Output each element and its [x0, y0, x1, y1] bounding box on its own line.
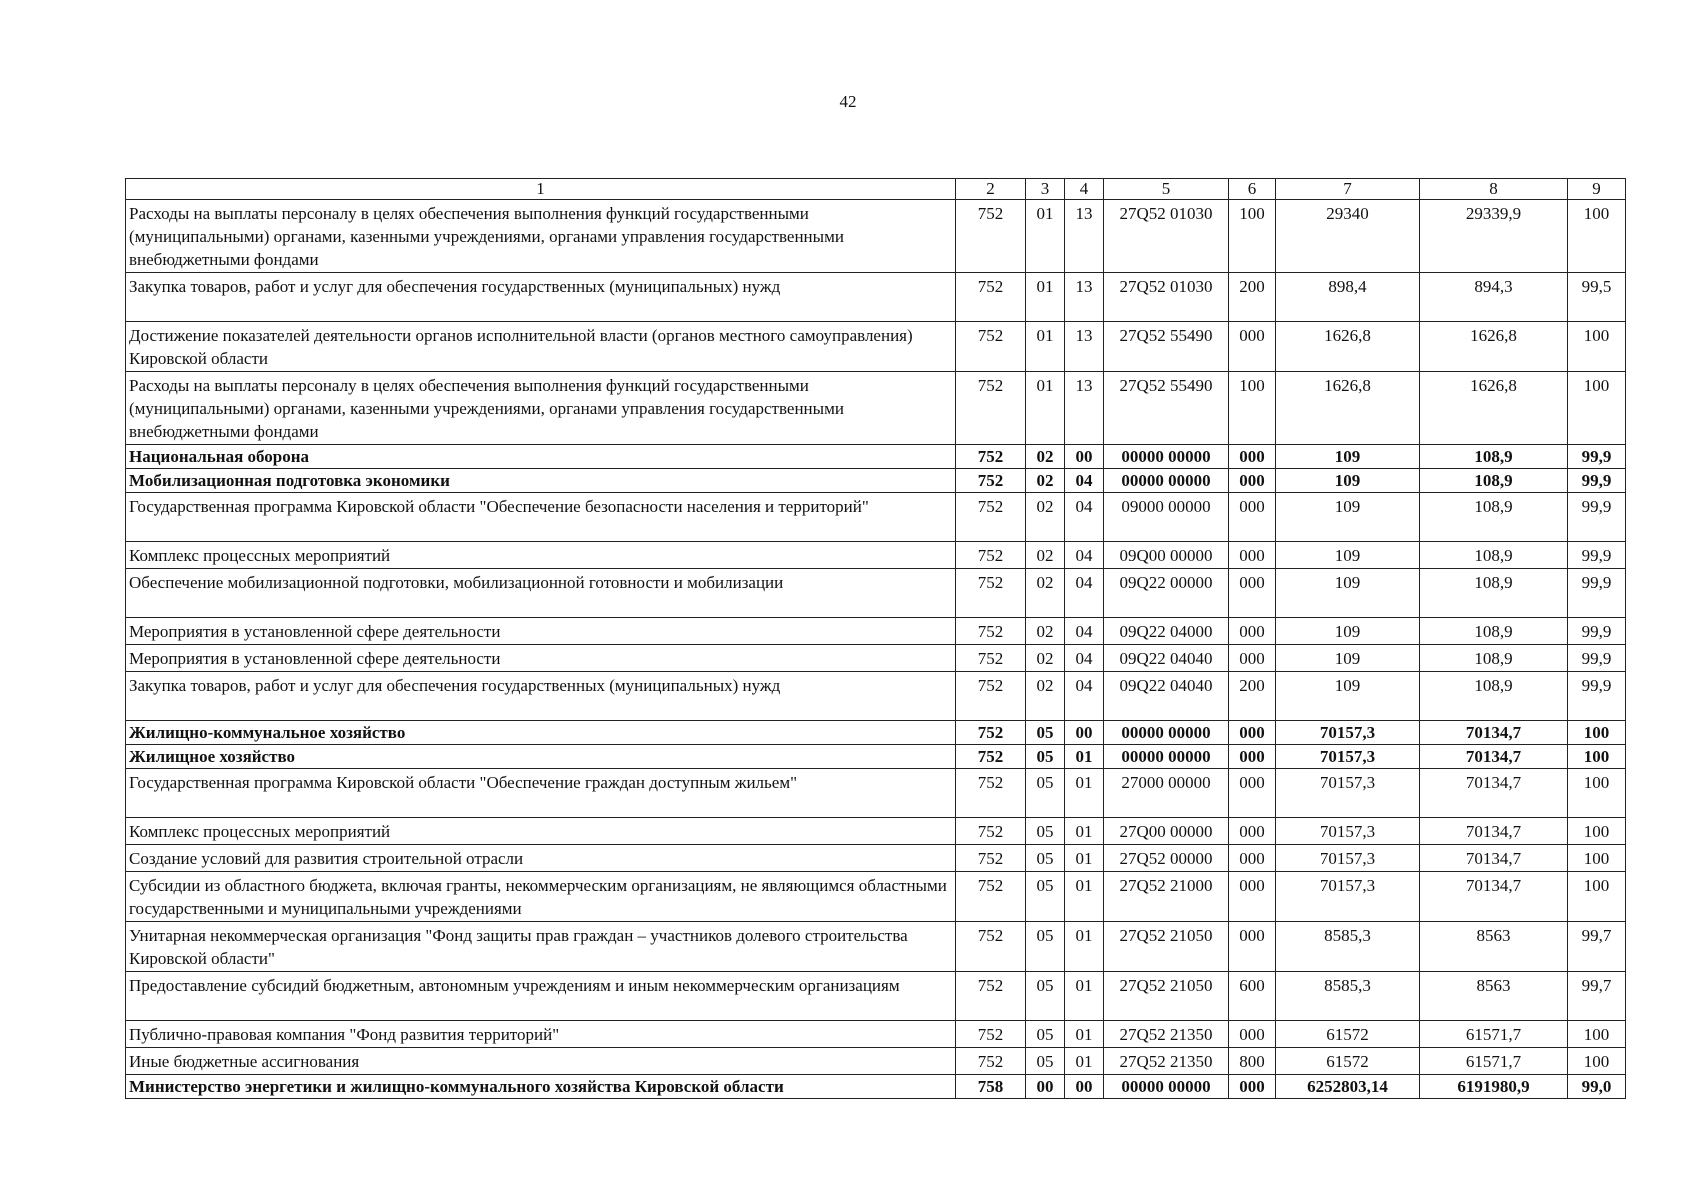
- cell-description: Предоставление субсидий бюджетным, автономным учреждениям и иным некоммерческим организациям: [126, 972, 956, 1021]
- cell-description: Иные бюджетные ассигнования: [126, 1048, 956, 1075]
- cell-admin-code: 752: [956, 769, 1026, 818]
- cell-subsection: 01: [1065, 972, 1104, 1021]
- cell-expense-type: 000: [1229, 745, 1276, 769]
- cell-plan: 109: [1276, 672, 1420, 721]
- cell-section: 02: [1026, 493, 1065, 542]
- cell-description: Унитарная некоммерческая организация "Фонд защиты прав граждан – участников долевого строительства Кировской области": [126, 922, 956, 972]
- cell-percent: 100: [1568, 721, 1626, 745]
- table-row: [126, 445, 1626, 469]
- cell-description: Жилищно-коммунальное хозяйство: [126, 721, 956, 745]
- cell-actual: 70134,7: [1420, 721, 1568, 745]
- cell-expense-type: 800: [1229, 1048, 1276, 1075]
- cell-plan: 898,4: [1276, 273, 1420, 322]
- cell-actual: 108,9: [1420, 645, 1568, 672]
- cell-actual: 894,3: [1420, 273, 1568, 322]
- cell-plan: 1626,8: [1276, 322, 1420, 372]
- cell-target-article: 09Q22 04040: [1104, 645, 1229, 672]
- cell-description: Обеспечение мобилизационной подготовки, мобилизационной готовности и мобилизации: [126, 569, 956, 618]
- cell-target-article: 27Q52 21050: [1104, 922, 1229, 972]
- cell-plan: 70157,3: [1276, 845, 1420, 872]
- cell-expense-type: 100: [1229, 200, 1276, 273]
- cell-percent: 100: [1568, 1021, 1626, 1048]
- cell-target-article: 27Q52 55490: [1104, 372, 1229, 445]
- cell-description: Расходы на выплаты персоналу в целях обеспечения выполнения функций государственными (муниципальными) органами, казенными учреждениями, органами управления государственными внебюджетными фондами: [126, 200, 956, 273]
- cell-admin-code: 752: [956, 1021, 1026, 1048]
- cell-actual: 70134,7: [1420, 845, 1568, 872]
- cell-expense-type: 000: [1229, 493, 1276, 542]
- cell-section: 05: [1026, 845, 1065, 872]
- cell-plan: 109: [1276, 618, 1420, 645]
- cell-percent: 99,9: [1568, 672, 1626, 721]
- cell-section: 02: [1026, 672, 1065, 721]
- cell-percent: 99,9: [1568, 445, 1626, 469]
- cell-percent: 100: [1568, 322, 1626, 372]
- cell-description: Комплекс процессных мероприятий: [126, 542, 956, 569]
- cell-section: 02: [1026, 569, 1065, 618]
- cell-target-article: 09Q22 04040: [1104, 672, 1229, 721]
- cell-expense-type: 000: [1229, 721, 1276, 745]
- table-row: [126, 1021, 1626, 1048]
- cell-subsection: 13: [1065, 322, 1104, 372]
- cell-admin-code: 752: [956, 845, 1026, 872]
- cell-plan: 29340: [1276, 200, 1420, 273]
- cell-percent: 99,7: [1568, 972, 1626, 1021]
- cell-plan: 70157,3: [1276, 872, 1420, 922]
- cell-subsection: 00: [1065, 1075, 1104, 1099]
- cell-plan: 109: [1276, 542, 1420, 569]
- cell-admin-code: 752: [956, 972, 1026, 1021]
- cell-expense-type: 000: [1229, 645, 1276, 672]
- cell-subsection: 01: [1065, 769, 1104, 818]
- cell-section: 01: [1026, 322, 1065, 372]
- table-row: [126, 672, 1626, 721]
- cell-admin-code: 752: [956, 922, 1026, 972]
- cell-admin-code: 752: [956, 322, 1026, 372]
- column-header: 2: [956, 179, 1026, 200]
- cell-description: Закупка товаров, работ и услуг для обеспечения государственных (муниципальных) нужд: [126, 672, 956, 721]
- cell-target-article: 00000 00000: [1104, 1075, 1229, 1099]
- table-row: [126, 569, 1626, 618]
- cell-admin-code: 752: [956, 372, 1026, 445]
- cell-description: Мероприятия в установленной сфере деятельности: [126, 645, 956, 672]
- cell-expense-type: 000: [1229, 542, 1276, 569]
- cell-plan: 109: [1276, 569, 1420, 618]
- cell-actual: 108,9: [1420, 445, 1568, 469]
- cell-expense-type: 000: [1229, 922, 1276, 972]
- cell-plan: 109: [1276, 645, 1420, 672]
- cell-actual: 70134,7: [1420, 872, 1568, 922]
- cell-plan: 70157,3: [1276, 818, 1420, 845]
- cell-section: 02: [1026, 618, 1065, 645]
- column-header: 1: [126, 179, 956, 200]
- cell-description: Государственная программа Кировской области "Обеспечение безопасности населения и территорий": [126, 493, 956, 542]
- column-header: 9: [1568, 179, 1626, 200]
- cell-subsection: 13: [1065, 273, 1104, 322]
- cell-subsection: 13: [1065, 372, 1104, 445]
- page-number: 42: [839, 92, 857, 111]
- cell-target-article: 27Q52 01030: [1104, 273, 1229, 322]
- cell-plan: 61572: [1276, 1048, 1420, 1075]
- cell-section: 02: [1026, 542, 1065, 569]
- table-row: [126, 542, 1626, 569]
- cell-percent: 99,9: [1568, 542, 1626, 569]
- cell-percent: 100: [1568, 372, 1626, 445]
- cell-plan: 109: [1276, 445, 1420, 469]
- cell-admin-code: 752: [956, 200, 1026, 273]
- cell-percent: 100: [1568, 745, 1626, 769]
- cell-description: Государственная программа Кировской области "Обеспечение граждан доступным жильем": [126, 769, 956, 818]
- cell-section: 05: [1026, 1021, 1065, 1048]
- table-row: [126, 922, 1626, 972]
- cell-actual: 8563: [1420, 922, 1568, 972]
- cell-description: Создание условий для развития строительной отрасли: [126, 845, 956, 872]
- cell-subsection: 01: [1065, 1048, 1104, 1075]
- cell-description: Публично-правовая компания "Фонд развития территорий": [126, 1021, 956, 1048]
- cell-subsection: 13: [1065, 200, 1104, 273]
- cell-description: Мероприятия в установленной сфере деятельности: [126, 618, 956, 645]
- column-header: 5: [1104, 179, 1229, 200]
- cell-section: 01: [1026, 273, 1065, 322]
- cell-target-article: 27Q52 55490: [1104, 322, 1229, 372]
- cell-description: Министерство энергетики и жилищно-коммунального хозяйства Кировской области: [126, 1075, 956, 1099]
- cell-description: Расходы на выплаты персоналу в целях обеспечения выполнения функций государственными (муниципальными) органами, казенными учреждениями, органами управления государственными внебюджетными фондами: [126, 372, 956, 445]
- table-row: [126, 618, 1626, 645]
- cell-expense-type: 600: [1229, 972, 1276, 1021]
- table-row: [126, 322, 1626, 372]
- cell-expense-type: 000: [1229, 1075, 1276, 1099]
- cell-percent: 100: [1568, 818, 1626, 845]
- cell-subsection: 01: [1065, 745, 1104, 769]
- cell-actual: 108,9: [1420, 569, 1568, 618]
- table-row: [126, 1075, 1626, 1099]
- table-row: [126, 845, 1626, 872]
- table-row: [126, 745, 1626, 769]
- column-header: 7: [1276, 179, 1420, 200]
- cell-expense-type: 000: [1229, 469, 1276, 493]
- cell-subsection: 04: [1065, 542, 1104, 569]
- cell-target-article: 27Q52 01030: [1104, 200, 1229, 273]
- cell-actual: 61571,7: [1420, 1048, 1568, 1075]
- cell-subsection: 04: [1065, 672, 1104, 721]
- table-row: [126, 469, 1626, 493]
- cell-section: 00: [1026, 1075, 1065, 1099]
- cell-plan: 109: [1276, 493, 1420, 542]
- cell-percent: 99,9: [1568, 618, 1626, 645]
- cell-subsection: 04: [1065, 493, 1104, 542]
- cell-subsection: 04: [1065, 618, 1104, 645]
- cell-section: 01: [1026, 372, 1065, 445]
- cell-admin-code: 752: [956, 493, 1026, 542]
- cell-section: 05: [1026, 922, 1065, 972]
- cell-expense-type: 000: [1229, 322, 1276, 372]
- cell-description: Жилищное хозяйство: [126, 745, 956, 769]
- cell-description: Комплекс процессных мероприятий: [126, 818, 956, 845]
- cell-actual: 8563: [1420, 972, 1568, 1021]
- cell-subsection: 04: [1065, 645, 1104, 672]
- column-header: 8: [1420, 179, 1568, 200]
- cell-admin-code: 752: [956, 445, 1026, 469]
- cell-expense-type: 100: [1229, 372, 1276, 445]
- cell-actual: 61571,7: [1420, 1021, 1568, 1048]
- cell-percent: 99,7: [1568, 922, 1626, 972]
- table-body: [126, 179, 1626, 1099]
- cell-description: Достижение показателей деятельности органов исполнительной власти (органов местного самоуправления) Кировской области: [126, 322, 956, 372]
- cell-section: 02: [1026, 469, 1065, 493]
- cell-subsection: 01: [1065, 845, 1104, 872]
- cell-admin-code: 752: [956, 569, 1026, 618]
- cell-target-article: 09Q22 00000: [1104, 569, 1229, 618]
- cell-plan: 61572: [1276, 1021, 1420, 1048]
- cell-target-article: 27Q52 21050: [1104, 972, 1229, 1021]
- cell-actual: 108,9: [1420, 618, 1568, 645]
- cell-actual: 108,9: [1420, 542, 1568, 569]
- cell-target-article: 09000 00000: [1104, 493, 1229, 542]
- column-header: 4: [1065, 179, 1104, 200]
- cell-actual: 108,9: [1420, 672, 1568, 721]
- cell-target-article: 09Q00 00000: [1104, 542, 1229, 569]
- cell-expense-type: 200: [1229, 672, 1276, 721]
- cell-expense-type: 000: [1229, 618, 1276, 645]
- cell-plan: 70157,3: [1276, 745, 1420, 769]
- table-row: [126, 721, 1626, 745]
- cell-percent: 99,9: [1568, 645, 1626, 672]
- cell-admin-code: 752: [956, 721, 1026, 745]
- cell-percent: 99,5: [1568, 273, 1626, 322]
- cell-percent: 100: [1568, 845, 1626, 872]
- cell-subsection: 04: [1065, 469, 1104, 493]
- table-row: [126, 769, 1626, 818]
- cell-percent: 100: [1568, 872, 1626, 922]
- cell-section: 02: [1026, 445, 1065, 469]
- cell-target-article: 27Q52 21000: [1104, 872, 1229, 922]
- cell-actual: 6191980,9: [1420, 1075, 1568, 1099]
- cell-admin-code: 752: [956, 672, 1026, 721]
- cell-expense-type: 000: [1229, 845, 1276, 872]
- cell-target-article: 00000 00000: [1104, 721, 1229, 745]
- cell-section: 05: [1026, 1048, 1065, 1075]
- cell-expense-type: 000: [1229, 769, 1276, 818]
- cell-percent: 99,0: [1568, 1075, 1626, 1099]
- cell-target-article: 27Q52 21350: [1104, 1048, 1229, 1075]
- cell-expense-type: 000: [1229, 569, 1276, 618]
- cell-actual: 70134,7: [1420, 769, 1568, 818]
- cell-description: Мобилизационная подготовка экономики: [126, 469, 956, 493]
- cell-percent: 100: [1568, 769, 1626, 818]
- cell-section: 05: [1026, 769, 1065, 818]
- cell-actual: 1626,8: [1420, 322, 1568, 372]
- cell-section: 05: [1026, 745, 1065, 769]
- cell-target-article: 27Q00 00000: [1104, 818, 1229, 845]
- column-header: 3: [1026, 179, 1065, 200]
- cell-admin-code: 752: [956, 645, 1026, 672]
- cell-admin-code: 752: [956, 542, 1026, 569]
- cell-section: 02: [1026, 645, 1065, 672]
- table-row: [126, 200, 1626, 273]
- cell-target-article: 27000 00000: [1104, 769, 1229, 818]
- table-row: [126, 493, 1626, 542]
- cell-target-article: 00000 00000: [1104, 469, 1229, 493]
- cell-subsection: 01: [1065, 818, 1104, 845]
- cell-subsection: 00: [1065, 721, 1104, 745]
- cell-expense-type: 200: [1229, 273, 1276, 322]
- table-row: [126, 818, 1626, 845]
- cell-description: Субсидии из областного бюджета, включая гранты, некоммерческим организациям, не являющимся областными государственными и муниципальными учреждениями: [126, 872, 956, 922]
- cell-subsection: 04: [1065, 569, 1104, 618]
- column-header: 6: [1229, 179, 1276, 200]
- cell-description: Закупка товаров, работ и услуг для обеспечения государственных (муниципальных) нужд: [126, 273, 956, 322]
- cell-percent: 99,9: [1568, 493, 1626, 542]
- cell-percent: 100: [1568, 1048, 1626, 1075]
- cell-admin-code: 752: [956, 1048, 1026, 1075]
- header-row: [126, 179, 1626, 200]
- cell-admin-code: 752: [956, 469, 1026, 493]
- cell-percent: 99,9: [1568, 469, 1626, 493]
- cell-section: 05: [1026, 872, 1065, 922]
- cell-plan: 109: [1276, 469, 1420, 493]
- cell-section: 05: [1026, 818, 1065, 845]
- cell-admin-code: 752: [956, 745, 1026, 769]
- table-row: [126, 645, 1626, 672]
- cell-subsection: 00: [1065, 445, 1104, 469]
- cell-section: 01: [1026, 200, 1065, 273]
- cell-expense-type: 000: [1229, 818, 1276, 845]
- cell-admin-code: 752: [956, 872, 1026, 922]
- cell-expense-type: 000: [1229, 872, 1276, 922]
- cell-subsection: 01: [1065, 922, 1104, 972]
- cell-actual: 108,9: [1420, 469, 1568, 493]
- cell-expense-type: 000: [1229, 445, 1276, 469]
- cell-actual: 1626,8: [1420, 372, 1568, 445]
- table-row: [126, 972, 1626, 1021]
- cell-admin-code: 752: [956, 818, 1026, 845]
- cell-actual: 70134,7: [1420, 745, 1568, 769]
- cell-admin-code: 758: [956, 1075, 1026, 1099]
- cell-subsection: 01: [1065, 872, 1104, 922]
- cell-section: 05: [1026, 972, 1065, 1021]
- cell-target-article: 27Q52 21350: [1104, 1021, 1229, 1048]
- cell-plan: 70157,3: [1276, 721, 1420, 745]
- cell-percent: 100: [1568, 200, 1626, 273]
- cell-plan: 6252803,14: [1276, 1075, 1420, 1099]
- cell-target-article: 27Q52 00000: [1104, 845, 1229, 872]
- cell-description: Национальная оборона: [126, 445, 956, 469]
- cell-plan: 8585,3: [1276, 922, 1420, 972]
- cell-admin-code: 752: [956, 618, 1026, 645]
- cell-section: 05: [1026, 721, 1065, 745]
- cell-target-article: 00000 00000: [1104, 445, 1229, 469]
- cell-plan: 70157,3: [1276, 769, 1420, 818]
- cell-plan: 8585,3: [1276, 972, 1420, 1021]
- cell-plan: 1626,8: [1276, 372, 1420, 445]
- table-row: [126, 872, 1626, 922]
- cell-subsection: 01: [1065, 1021, 1104, 1048]
- table-row: [126, 273, 1626, 322]
- cell-actual: 108,9: [1420, 493, 1568, 542]
- table-row: [126, 1048, 1626, 1075]
- cell-target-article: 09Q22 04000: [1104, 618, 1229, 645]
- cell-actual: 29339,9: [1420, 200, 1568, 273]
- table-row: [126, 372, 1626, 445]
- cell-actual: 70134,7: [1420, 818, 1568, 845]
- budget-table: [125, 178, 1626, 1099]
- cell-admin-code: 752: [956, 273, 1026, 322]
- cell-percent: 99,9: [1568, 569, 1626, 618]
- cell-target-article: 00000 00000: [1104, 745, 1229, 769]
- cell-expense-type: 000: [1229, 1021, 1276, 1048]
